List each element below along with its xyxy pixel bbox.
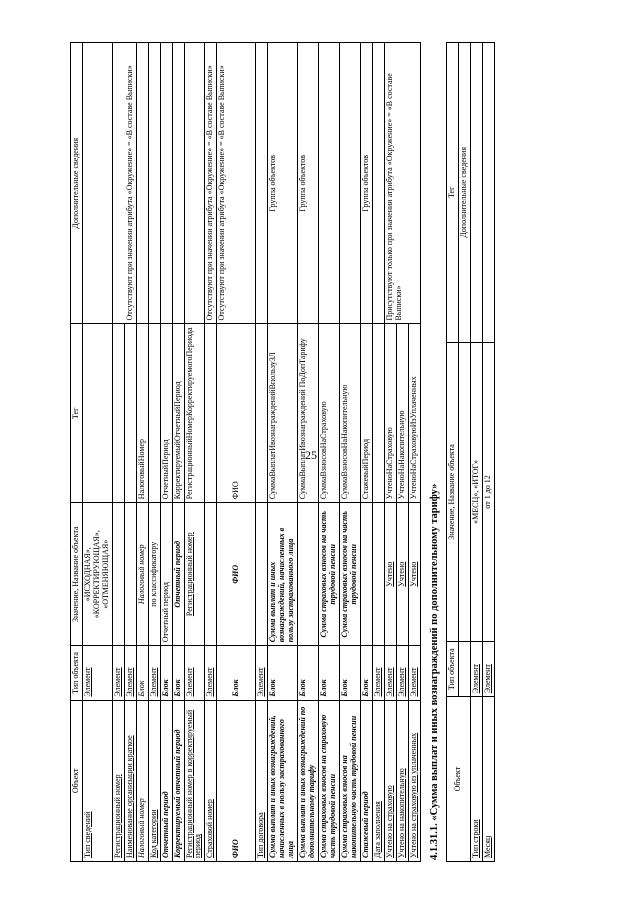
cell-tag [112, 324, 124, 503]
main-table [70, 42, 421, 862]
cell-value: по классификатору [148, 503, 160, 646]
table-row [112, 43, 124, 862]
header-tag: Тег [71, 324, 83, 503]
cell-value [124, 503, 136, 646]
cell-info: Отсутствуют при значении атрибута «Окружение» = «В составе Выписки» [217, 43, 256, 325]
cell-info: Группа объектов [268, 43, 298, 325]
cell-tag: СуммаВзносовНаНакопительную [340, 324, 361, 503]
cell-info: Присутствуют только при значении атрибута «Окружение» = «В составе Выписки» [384, 43, 420, 325]
cell-tag: СуммаВыплатИвознаграждений ПоДопТарифу [298, 324, 319, 503]
header-value-name: Значение, Название объекта [446, 342, 458, 642]
cell-object: Стажевый период [360, 700, 372, 861]
cell-value: Сумма страховых взносов на часть трудовой пенсии [319, 503, 340, 646]
cell-object: ФИО [217, 700, 256, 861]
cell-info [470, 43, 482, 343]
cell-tag [256, 324, 268, 503]
table-row [217, 43, 256, 862]
cell-object: Корректируемый отчетный период [172, 700, 184, 861]
cell-tag [124, 324, 136, 503]
cell-object: Месяц [482, 697, 494, 862]
cell-type: Блок [160, 646, 172, 700]
table-row [268, 43, 298, 862]
table-row [160, 43, 172, 862]
cell-tag: СтажевыйПериод [360, 324, 372, 503]
table-row [482, 43, 494, 862]
cell-info [482, 43, 494, 343]
header-object-type: Тип объекта [71, 646, 83, 700]
table-row [184, 43, 205, 862]
cell-tag [372, 324, 384, 503]
cell-type: Элемент [124, 646, 136, 700]
cell-value: Регистрационный номер [184, 503, 205, 646]
cell-object: Тип договора [256, 700, 268, 861]
cell-tag: УчтеноНаСтраховую [384, 324, 396, 503]
header-additional-info: Дополнительные сведения [458, 43, 470, 343]
cell-type: Элемент [184, 646, 205, 700]
cell-info [256, 43, 268, 325]
cell-info [184, 43, 205, 325]
cell-info [340, 43, 361, 325]
cell-tag: УчтеноНаНакопительную [396, 324, 408, 503]
section-title: 4.1.31.1. «Сумма выплат и иных вознаграждений по дополнительному тарифу» [428, 483, 440, 860]
cell-value: Налоговый номер [136, 503, 148, 646]
header-additional-info: Дополнительные сведения [71, 43, 83, 325]
cell-tag: РегистрационныйНомерКорректируемогоПериода [184, 324, 205, 503]
cell-info [372, 43, 384, 325]
cell-tag: ФИО [217, 324, 256, 503]
cell-tag: СуммаВыплатИвознагражденийВпользуЗЛ [268, 324, 298, 503]
cell-info: Отсутствуют при значении атрибута «Окружение» = «В составе Выписки» [205, 43, 217, 325]
cell-type: Блок [172, 646, 184, 700]
cell-type: Элемент [205, 646, 217, 700]
header-object: Объект [446, 697, 470, 862]
header-tag: Тег [446, 43, 458, 343]
cell-value: ФИО [217, 503, 256, 646]
cell-object: Налоговый номер [136, 700, 148, 861]
cell-type: Элемент [396, 646, 408, 700]
cell-type: Блок [136, 646, 148, 700]
cell-type: Элемент [148, 646, 160, 700]
cell-value: Отчетный период [172, 503, 184, 646]
cell-type: Блок [340, 646, 361, 700]
cell-type: Элемент [256, 646, 268, 700]
cell-object: Регистрационный номер [112, 700, 124, 861]
cell-info: Отсутствуют при значении атрибута «Окружение» = «В составе Выписки» [112, 43, 136, 325]
main-table-header [71, 43, 83, 862]
cell-tag: СуммаВзносовНаСтраховую [319, 324, 340, 503]
cell-value: Учтено [408, 503, 420, 646]
table-row [136, 43, 148, 862]
cell-object: Тип строки [470, 697, 482, 862]
cell-info [82, 43, 112, 325]
cell-info: Группа объектов [360, 43, 372, 325]
cell-object: Учтено на накопительную [396, 700, 408, 861]
cell-type: Блок [360, 646, 372, 700]
table-row [340, 43, 361, 862]
cell-type: Элемент [408, 646, 420, 700]
cell-object: Сумма страховых взносов на накопительную часть трудовой пенсии [340, 700, 361, 861]
cell-value: «МЕСЦ», «ИТОГ» [470, 342, 482, 642]
cell-value: от 1 до 12 [482, 342, 494, 642]
cell-value: Учтено [396, 503, 408, 646]
header-spacer [458, 642, 470, 697]
table-row [298, 43, 319, 862]
cell-object: Регистрационный номер в корректируемый период [184, 700, 205, 861]
table-row [470, 43, 482, 862]
cell-tag: ОтчетныйПериод [160, 324, 172, 503]
cell-info [160, 43, 172, 325]
cell-type: Элемент [384, 646, 396, 700]
rotated-document-content [70, 42, 570, 862]
sub-table-header [446, 43, 458, 862]
cell-value [256, 503, 268, 646]
cell-object: Сумма выплат и иных вознаграждений по дополнительному тарифу [298, 700, 319, 861]
header-object-type: Тип объекта [446, 642, 458, 697]
header-object: Объект [71, 700, 83, 861]
cell-tag: КорректируемыйОтчетныйПериод [172, 324, 184, 503]
cell-value [360, 503, 372, 646]
cell-object: Дата заполнения [372, 700, 384, 861]
cell-object: Код категории [148, 700, 160, 861]
cell-object: Отчетный период [160, 700, 172, 861]
cell-tag [205, 324, 217, 503]
cell-object: Сумма страховых взносов на страховую часть трудовой пенсии [319, 700, 340, 861]
cell-object: Наименование организации краткое [124, 700, 136, 861]
table-row [256, 43, 268, 862]
cell-type: Блок [298, 646, 319, 700]
header-value-name: Значение, Название объекта [71, 503, 83, 646]
page-number: 25 [305, 448, 317, 462]
cell-info [172, 43, 184, 325]
table-row [82, 43, 112, 862]
cell-info: Группа объектов [298, 43, 319, 325]
cell-object: Учтено на страховую [384, 700, 396, 861]
sub-table [446, 42, 495, 862]
table-row [360, 43, 372, 862]
cell-value: Сумма выплат и иных вознаграждений, начисленных в пользу застрахованного лица [268, 503, 298, 646]
cell-tag: УчтеноНаСтраховуюИзУплаченных [408, 324, 420, 503]
cell-type: Элемент [82, 646, 112, 700]
table-row [148, 43, 160, 862]
cell-type: Элемент [112, 646, 124, 700]
cell-info [136, 43, 148, 325]
cell-value [205, 503, 217, 646]
table-row [172, 43, 184, 862]
cell-object: Тип сведений [82, 700, 112, 861]
table-row [384, 43, 396, 862]
cell-object: Учтено на страховую из уплаченных [408, 700, 420, 861]
cell-tag: НалоговыйНомер [136, 324, 148, 503]
cell-type: Блок [319, 646, 340, 700]
header-spacer [458, 342, 470, 642]
cell-tag [82, 324, 112, 503]
cell-value [372, 503, 384, 646]
cell-type: Блок [268, 646, 298, 700]
table-row [372, 43, 384, 862]
cell-type: Элемент [372, 646, 384, 700]
cell-info [148, 43, 160, 325]
cell-value: Учтено [384, 503, 396, 646]
cell-type: Элемент [470, 642, 482, 697]
cell-type: Блок [217, 646, 256, 700]
cell-info [319, 43, 340, 325]
cell-type: Элемент [482, 642, 494, 697]
cell-object: Страховой номер [205, 700, 217, 861]
table-row [205, 43, 217, 862]
cell-value: Отчетный период [160, 503, 172, 646]
table-row [319, 43, 340, 862]
cell-value [298, 503, 319, 646]
cell-value: «ИСХОДНАЯ», «КОРРЕКТИРУЮЩАЯ», «ОТМЕНЯЮЩАЯ» [82, 503, 112, 646]
cell-value: Сумма страховых взносов на часть трудовой пенсии [340, 503, 361, 646]
cell-tag [148, 324, 160, 503]
cell-object: Сумма выплат и иных вознаграждений, начисленных в пользу застрахованного лица [268, 700, 298, 861]
cell-value [112, 503, 124, 646]
